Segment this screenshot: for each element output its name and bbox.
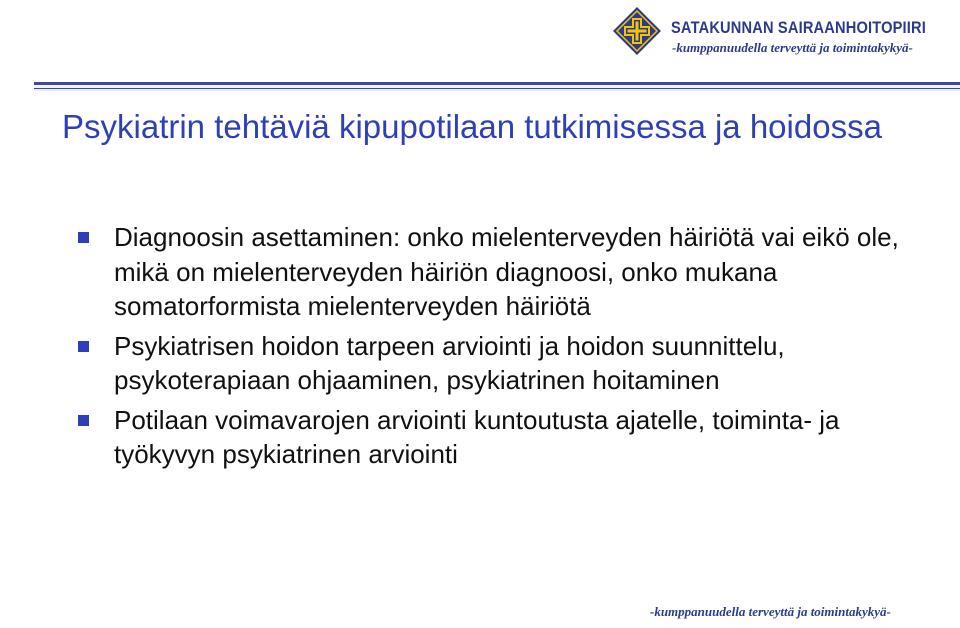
- footer-slogan: -kumppanuudella terveyttä ja toimintakykyä-: [650, 604, 891, 619]
- square-bullet-icon: [78, 415, 89, 426]
- bullet-text: Potilaan voimavarojen arviointi kuntoutusta ajatelle, toiminta- ja työkyvyn psykiatrinen arviointi: [114, 404, 840, 469]
- bullet-item: [78, 403, 938, 472]
- bullet-text: Diagnoosin asettaminen: onko mielenterveyden häiriötä vai eikö ole, mikä on mielenterveyden häiriön diagnoosi, onko mukana somatorformista mielenterveyden häiriötä: [114, 222, 899, 321]
- header-divider-shade: [34, 82, 960, 91]
- square-bullet-icon: [78, 341, 89, 352]
- bullet-text: Psykiatrisen hoidon tarpeen arviointi ja hoidon suunnittelu, psykoterapiaan ohjaaminen, psykiatrinen hoitaminen: [114, 330, 785, 395]
- bullet-item: [78, 220, 938, 324]
- bullet-list: [78, 220, 938, 477]
- slide-title: Psykiatrin tehtäviä kipupotilaan tutkimisessa ja hoidossa: [62, 108, 882, 145]
- organization-name: SATAKUNNAN SAIRAANHOITOPIIRI: [671, 18, 926, 37]
- hospital-district-logo-icon: [612, 6, 662, 56]
- header-slogan: -kumppanuudella terveyttä ja toimintakykyä-: [672, 40, 913, 55]
- bullet-item: [78, 329, 938, 398]
- square-bullet-icon: [78, 232, 89, 243]
